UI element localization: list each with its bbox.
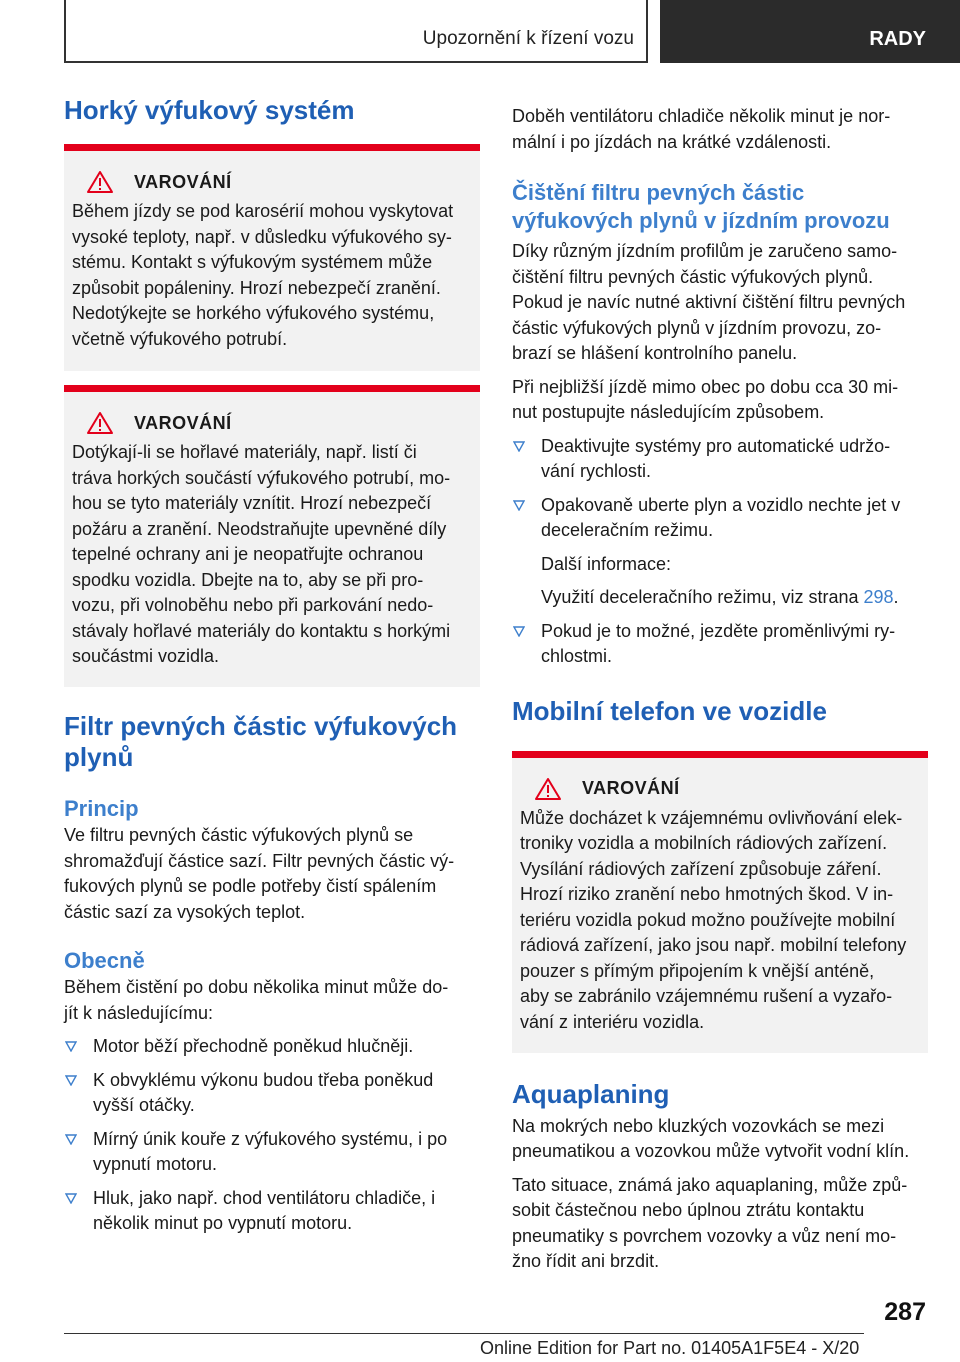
- warning-text-line: vysoké teploty, např. v důsledku výfukového sy-: [72, 226, 452, 247]
- list-item-text: deceleračním režimu.: [541, 520, 714, 540]
- aquaplaning-title: Aquaplaning: [512, 1078, 670, 1109]
- warning-text-line: včetně výfukového potrubí.: [72, 328, 288, 349]
- header-section-box: [64, 0, 648, 63]
- triangle-bullet-icon: [65, 1193, 77, 1204]
- principle-line: shromažďují částice sazí. Filtr pevných částic vý-: [64, 850, 455, 871]
- cross-reference-text: Využití deceleračního režimu, viz strana: [541, 587, 864, 607]
- warning-label: VAROVÁNÍ: [134, 171, 232, 192]
- cleaning-para1-line: Díky různým jízdním profilům je zaručeno samo-: [512, 241, 898, 261]
- cross-reference: [512, 585, 928, 611]
- cleaning-para2-line: nut postupujte následujícím způsobem.: [512, 402, 825, 422]
- principle-title: Princip: [64, 796, 139, 821]
- aquaplaning-para1-line: Na mokrých nebo kluzkých vozovkách se mezi: [512, 1115, 885, 1136]
- warning-text-line: vání z interiéru vozidla.: [520, 1011, 705, 1032]
- fan-line: mální i po jízdách na krátké vzdálenosti.: [512, 131, 832, 152]
- filter-section: [64, 711, 480, 1237]
- cleaning-title-line: Čištění filtru pevných částic: [512, 180, 805, 205]
- cleaning-steps-list: [512, 434, 928, 544]
- header-chapter-tab[interactable]: [660, 0, 960, 63]
- list-item: [64, 1034, 480, 1060]
- list-item: [512, 493, 928, 544]
- triangle-bullet-icon: [65, 1041, 77, 1052]
- triangle-bullet-icon: [65, 1134, 77, 1145]
- more-info-label: Další informace:: [541, 553, 672, 574]
- list-item-text: několik minut po vypnutí motoru.: [93, 1213, 353, 1233]
- warning-text-line: stávaly hořlavé materiály do kontaktu s horkými: [72, 620, 451, 641]
- general-title: Obecně: [64, 948, 145, 973]
- warning-text-line: hou se tyto materiály vznítit. Hrozí nebezpečí: [72, 493, 432, 513]
- list-item-text: vyšší otáčky.: [93, 1095, 195, 1115]
- header-chapter-label: RADY: [869, 28, 926, 50]
- fan-line: Doběh ventilátoru chladiče několik minut je nor-: [512, 106, 891, 126]
- aquaplaning-para2-line: Tato situace, známá jako aquaplaning, může způ-: [512, 1174, 908, 1195]
- warning-header: [520, 776, 920, 802]
- cleaning-para1-line: brazí se hlášení kontrolního panelu.: [512, 343, 798, 363]
- warning-box-flammable: [64, 385, 480, 687]
- warning-text-line: způsobit popáleniny. Hrozí nebezpečí zranění.: [72, 277, 441, 298]
- cleaning-para1-line: Pokud je navíc nutné aktivní čištění filtru pevných: [512, 292, 906, 312]
- cleaning-steps-list-cont: [512, 619, 928, 670]
- warning-text-line: Během jízdy se pod karosérií mohou vyskytovat: [72, 201, 454, 221]
- list-item-text: Motor běží přechodně poněkud hlučněji.: [93, 1036, 414, 1056]
- cleaning-para1-line: čištění filtru pevných částic výfukových plynů.: [512, 266, 874, 287]
- cross-reference-end: .: [893, 587, 899, 607]
- triangle-bullet-icon: [513, 500, 525, 511]
- aquaplaning-para1-line: pneumatikou a vozovkou může vytvořit vodní klín.: [512, 1141, 910, 1161]
- aquaplaning-para2-line: sobit částečnou nebo úplnou ztrátu kontaktu: [512, 1200, 865, 1220]
- effects-list: [64, 1034, 480, 1237]
- warning-text-line: tráva horkých součástí výfukového potrubí, mo-: [72, 467, 451, 488]
- warning-text-line: troniky vozidla a mobilních rádiových zařízení.: [520, 833, 888, 853]
- triangle-bullet-icon: [513, 626, 525, 637]
- principle-line: fukových plynů se podle potřeby čistí spálením: [64, 876, 437, 896]
- warning-header: [72, 169, 472, 195]
- warning-text-line: Hrozí riziko zranění nebo hmotných škod. V in-: [520, 884, 894, 904]
- list-item-text: Pokud je to možné, jezděte proměnlivými ry-: [541, 620, 896, 641]
- left-column: [64, 95, 480, 1237]
- list-item-text: vání rychlosti.: [541, 461, 652, 481]
- cleaning-title-line: výfukových plynů v jízdním provozu: [512, 208, 890, 233]
- cleaning-para2-line: Při nejbližší jízdě mimo obec po dobu cca 30 mi-: [512, 376, 899, 397]
- list-item-text: vypnutí motoru.: [93, 1154, 218, 1174]
- warning-label: VAROVÁNÍ: [134, 412, 232, 433]
- footer-divider: [64, 1333, 864, 1334]
- warning-text-line: Dotýkají-li se hořlavé materiály, např. listí či: [72, 442, 417, 462]
- warning-text-line: Nedotýkejte se horkého výfukového systému,: [72, 303, 435, 323]
- general-line: Během čistění po dobu několika minut může do-: [64, 977, 449, 997]
- warning-text-line: teriéru vozidla pokud možno používejte mobilní: [520, 909, 896, 930]
- list-item: [64, 1068, 480, 1119]
- warning-box-phone: [512, 751, 928, 1053]
- list-item: [64, 1127, 480, 1178]
- warning-header: [72, 410, 472, 436]
- list-item: [512, 434, 928, 485]
- warning-triangle-icon: [86, 411, 114, 435]
- warning-text-line: tepelné ochrany ani je neopatřujte ochranou: [72, 544, 424, 564]
- warning-text-line: stému. Kontakt s výfukovým systémem může: [72, 252, 433, 272]
- page-link[interactable]: 298: [863, 587, 894, 607]
- warning-text-line: aby se zabránilo vzájemnému rušení a vyzařo-: [520, 986, 893, 1006]
- triangle-bullet-icon: [65, 1075, 77, 1086]
- list-item: [64, 1186, 480, 1237]
- warning-text-line: rádiová zařízení, jako jsou např. mobilní telefony: [520, 935, 907, 955]
- warning-triangle-icon: [86, 170, 114, 194]
- aquaplaning-para2-line: žno řídit ani brzdit.: [512, 1251, 660, 1271]
- filter-title-line: plynů: [64, 742, 134, 772]
- principle-line: Ve filtru pevných částic výfukových plynů se: [64, 825, 414, 845]
- header-section-title: Upozornění k řízení vozu: [422, 28, 634, 49]
- filter-title-line: Filtr pevných částic výfukových: [64, 711, 458, 741]
- warning-text-line: vozu, při volnoběhu nebo při parkování nedo-: [72, 595, 434, 615]
- list-item-text: Deaktivujte systémy pro automatické udržo-: [541, 435, 891, 456]
- warning-box-hot-exhaust: [64, 144, 480, 371]
- list-item: [512, 619, 928, 670]
- principle-line: částic sazí za vysokých teplot.: [64, 901, 306, 922]
- list-item-text: K obvyklému výkonu budou třeba poněkud: [93, 1069, 434, 1090]
- warning-text-line: spodku vozidla. Dbejte na to, aby se při pro-: [72, 569, 424, 590]
- cleaning-para1-line: částic výfukových plynů v jízdním provozu, zo-: [512, 317, 882, 338]
- aquaplaning-para2-line: pneumatiky s povrchem vozovky a vůz není mo-: [512, 1225, 897, 1246]
- warning-text-line: součástmi vozidla.: [72, 646, 220, 666]
- list-item-text: Mírný únik kouře z výfukového systému, i po: [93, 1128, 448, 1149]
- warning-text-line: Vysílání rádiových zařízení způsobuje záření.: [520, 858, 882, 879]
- phone-title: Mobilní telefon ve vozidle: [512, 695, 827, 726]
- warning-triangle-icon: [534, 777, 562, 801]
- hot-exhaust-title: Horký výfukový systém: [64, 95, 355, 125]
- triangle-bullet-icon: [513, 441, 525, 452]
- footer-edition: Online Edition for Part no. 01405A1F5E4 - X/20: [480, 1338, 860, 1358]
- list-item-text: Hluk, jako např. chod ventilátoru chladiče, i: [93, 1187, 436, 1208]
- page-number: 287: [884, 1298, 926, 1326]
- warning-text-line: Může docházet k vzájemnému ovlivňování elek-: [520, 807, 903, 828]
- warning-label: VAROVÁNÍ: [582, 778, 680, 798]
- list-item-text: chlostmi.: [541, 646, 613, 666]
- right-column: [512, 104, 928, 1275]
- warning-text-line: požáru a zranění. Neodstraňujte upevněné díly: [72, 518, 447, 539]
- list-item-text: Opakovaně uberte plyn a vozidlo nechte jet v: [541, 494, 901, 515]
- warning-text-line: pouzer s přímým připojením k vnější anténě,: [520, 960, 875, 981]
- general-line: jít k následujícímu:: [64, 1002, 214, 1023]
